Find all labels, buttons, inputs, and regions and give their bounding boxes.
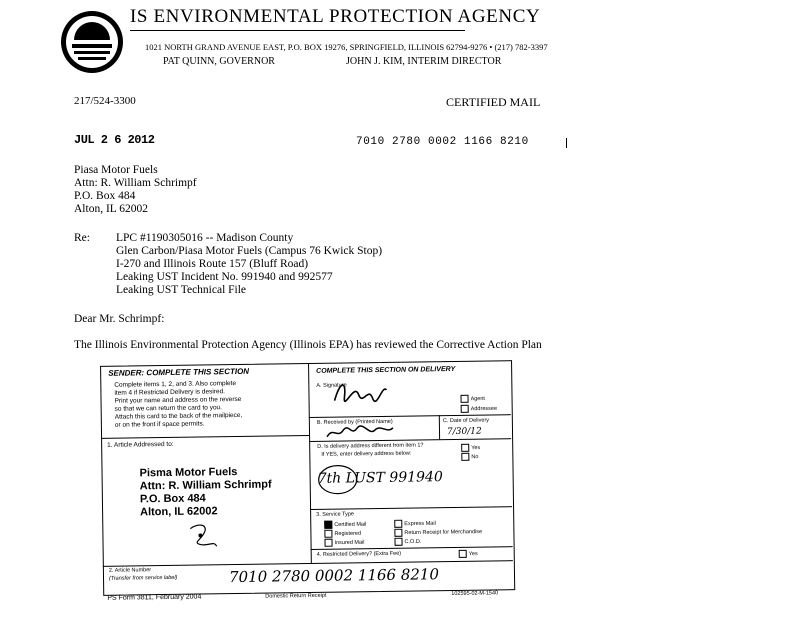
delivery-date-handwritten: 7/30/12 [446,426,482,438]
yes-checkbox[interactable] [461,444,469,452]
re-line: Leaking UST Incident No. 991940 and 992577 [116,271,333,283]
restricted-yes-label: Yes [468,551,478,558]
re-label: Re: [74,232,90,244]
article-number-label: 2. Article Number [108,567,152,574]
re-line: Glen Carbon/Piasa Motor Fuels (Campus 76 Kwick Stop) [116,245,383,257]
tracking-number: 7010 2780 0002 1166 8210 [356,136,529,148]
letter-page [0,0,628,356]
agency-name: IS ENVIRONMENTAL PROTECTION AGENCY [130,6,541,27]
express-mail-checkbox[interactable] [394,520,402,528]
enter-address-label: If YES, enter delivery address below: [321,450,412,458]
restricted-yes-checkbox[interactable] [459,550,467,558]
instruction-line: Print your name and address on the reverse [114,395,242,405]
express-mail-option: Express Mail [404,520,436,528]
restricted-delivery-label: 4. Restricted Delivery? (Extra Fee) [316,550,402,558]
cod-checkbox[interactable] [394,538,402,546]
delivery-section-header: COMPLETE THIS SECTION ON DELIVERY [316,365,456,375]
re-line: I-270 and Illinois Route 157 (Bluff Road) [116,258,309,270]
no-label: No [471,454,479,461]
governor-name: PAT QUINN, GOVERNOR [163,56,275,67]
re-line: Leaking UST Technical File [116,284,247,296]
agent-label: Agent [470,395,485,403]
instruction-line: Complete items 1, 2, and 3. Also complete [114,380,237,389]
certified-mail-checkbox[interactable] [324,521,332,529]
certified-mail-option: Certified Mail [334,521,367,529]
salutation: Dear Mr. Schrimpf: [74,313,165,325]
scribble-mark-icon [186,520,220,550]
recipient-line: P.O. Box 484 [74,190,136,202]
insured-mail-checkbox[interactable] [324,539,332,547]
instruction-line: or on the front if space permits. [114,420,205,429]
addressee-line: P.O. Box 484 [139,492,206,506]
body-text: The Illinois Environmental Protection Agency (Illinois EPA) has reviewed the Corrective Action Plan [74,339,542,351]
return-receipt-checkbox[interactable] [394,529,402,537]
director-name: JOHN J. KIM, INTERIM DIRECTOR [346,56,502,67]
certified-mail-label: CERTIFIED MAIL [446,95,541,109]
cod-option: C.O.D. [404,538,422,546]
date-of-delivery-label: C. Date of Delivery [442,417,490,425]
return-receipt-card [94,356,521,612]
item1-label: 1. Article Addressed to: [107,440,174,449]
printed-name-icon [325,424,395,441]
re-line: LPC #1190305016 -- Madison County [116,232,294,244]
margin-tick [566,138,567,148]
phone-number: 217/524-3300 [74,95,136,107]
form-code: 102595-02-M-1540 [451,590,499,598]
agent-checkbox[interactable] [460,395,468,403]
article-number-handwritten: 7010 2780 0002 1166 8210 [228,565,440,587]
handwritten-incident-note: 7th LUST 991940 [317,469,443,487]
signature-label: A. Signature [316,382,347,389]
transfer-label: (Transfer from service label) [108,574,178,582]
addressee-line: Pisma Motor Fuels [139,466,238,480]
letterhead-rule [130,30,465,31]
instruction-line: item 4 if Restricted Delivery is desired. [114,388,226,397]
recipient-line: Piasa Motor Fuels [74,164,158,176]
insured-mail-option: Insured Mail [334,539,365,547]
no-checkbox[interactable] [461,453,469,461]
form-title: Domestic Return Receipt [265,592,327,600]
service-type-label: 3. Service Type [316,511,355,518]
letter-date-stamp: JUL 2 6 2012 [74,133,155,147]
addressee-label: Addressee [470,405,498,413]
recipient-line: Attn: R. William Schrimpf [74,177,197,189]
signature-icon [330,376,390,407]
instruction-line: Attach this card to the back of the mailpiece, [114,411,243,421]
addressee-line: Alton, IL 62002 [140,505,218,519]
registered-option: Registered [334,530,362,538]
sender-section-header: SENDER: COMPLETE THIS SECTION [108,366,250,378]
return-receipt-option: Return Receipt for Merchandise [404,529,483,537]
different-address-question: D. Is delivery address different from item 1? [317,442,424,450]
registered-checkbox[interactable] [324,530,332,538]
addressee-checkbox[interactable] [461,405,469,413]
instruction-line: so that we can return the card to you. [114,404,223,413]
agency-address: 1021 NORTH GRAND AVENUE EAST, P.O. BOX 19276, SPRINGFIELD, ILLINOIS 62794-9276 • (217) 782-3397 [145,42,548,52]
form-id: PS Form 3811, February 2004 [107,593,202,602]
addressee-line: Attn: R. William Schrimpf [139,478,272,493]
epa-logo-icon [60,10,124,74]
recipient-line: Alton, IL 62002 [74,203,148,215]
hand-circle-icon [315,462,359,497]
yes-label: Yes [471,445,481,452]
received-by-label: B. Received by (Printed Name) [316,418,393,426]
